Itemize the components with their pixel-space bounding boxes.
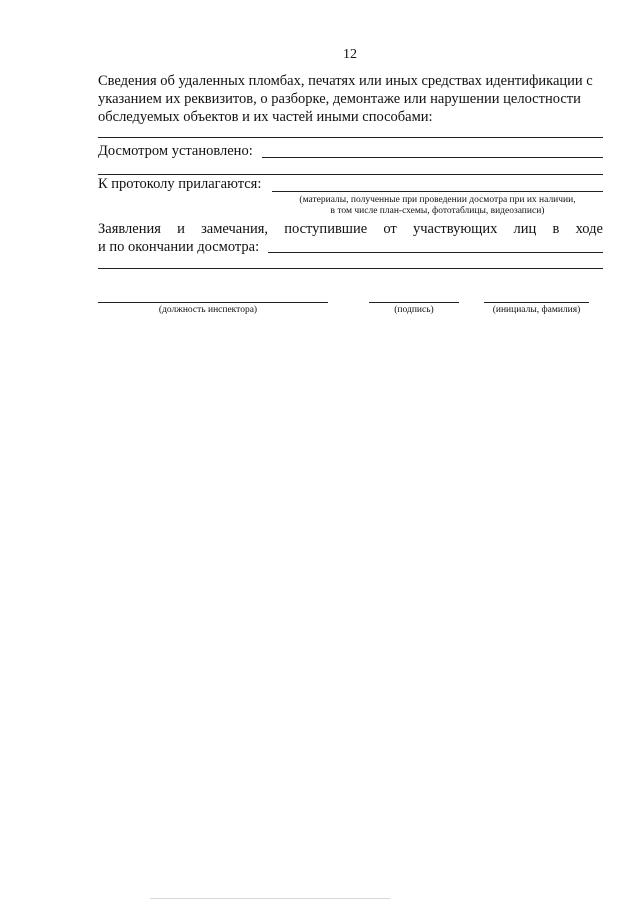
attachments-note-line-1: (материалы, полученные при проведении досмотра при их наличии, (299, 195, 576, 205)
statements-word: замечания, (201, 221, 269, 237)
scan-edge-mark (150, 898, 390, 899)
statements-label: и по окончании досмотра: (98, 239, 260, 255)
statements-word: и (177, 221, 185, 237)
inspection-fill-line[interactable] (262, 157, 603, 158)
name-line[interactable] (484, 302, 589, 303)
page-number: 12 (343, 47, 357, 62)
name-caption: (инициалы, фамилия) (492, 305, 581, 315)
inspector-position-line[interactable] (98, 302, 328, 303)
statements-fill-line[interactable] (268, 252, 603, 253)
statements-word: поступившие (284, 221, 368, 237)
statements-word: Заявления (98, 221, 161, 237)
statements-word: от (383, 221, 397, 237)
attachments-note-line-2: в том числе план-схемы, фототаблицы, видеозаписи) (330, 206, 545, 216)
removed-seals-fill-line[interactable] (98, 137, 603, 138)
attachments-label: К протоколу прилагаются: (98, 176, 262, 192)
statements-word: ходе (575, 221, 603, 237)
statements-fill-line-2[interactable] (98, 268, 603, 269)
statements-line-1 (98, 220, 603, 238)
signature-caption: (подпись) (394, 305, 434, 315)
signature-line[interactable] (369, 302, 459, 303)
removed-seals-paragraph: Сведения об удаленных пломбах, печатях или иных средствах идентификации с указанием их реквизитов, о разборке, демонтаже или нарушении целостности обследуемых объектов и их частей иными способами: (98, 73, 593, 125)
statements-word: в (552, 221, 560, 237)
statements-word: лиц (513, 221, 537, 237)
statements-word: участвующих (412, 221, 498, 237)
inspector-position-caption: (должность инспектора) (158, 305, 258, 315)
inspection-label: Досмотром установлено: (98, 143, 253, 159)
attachments-fill-line[interactable] (272, 191, 603, 192)
